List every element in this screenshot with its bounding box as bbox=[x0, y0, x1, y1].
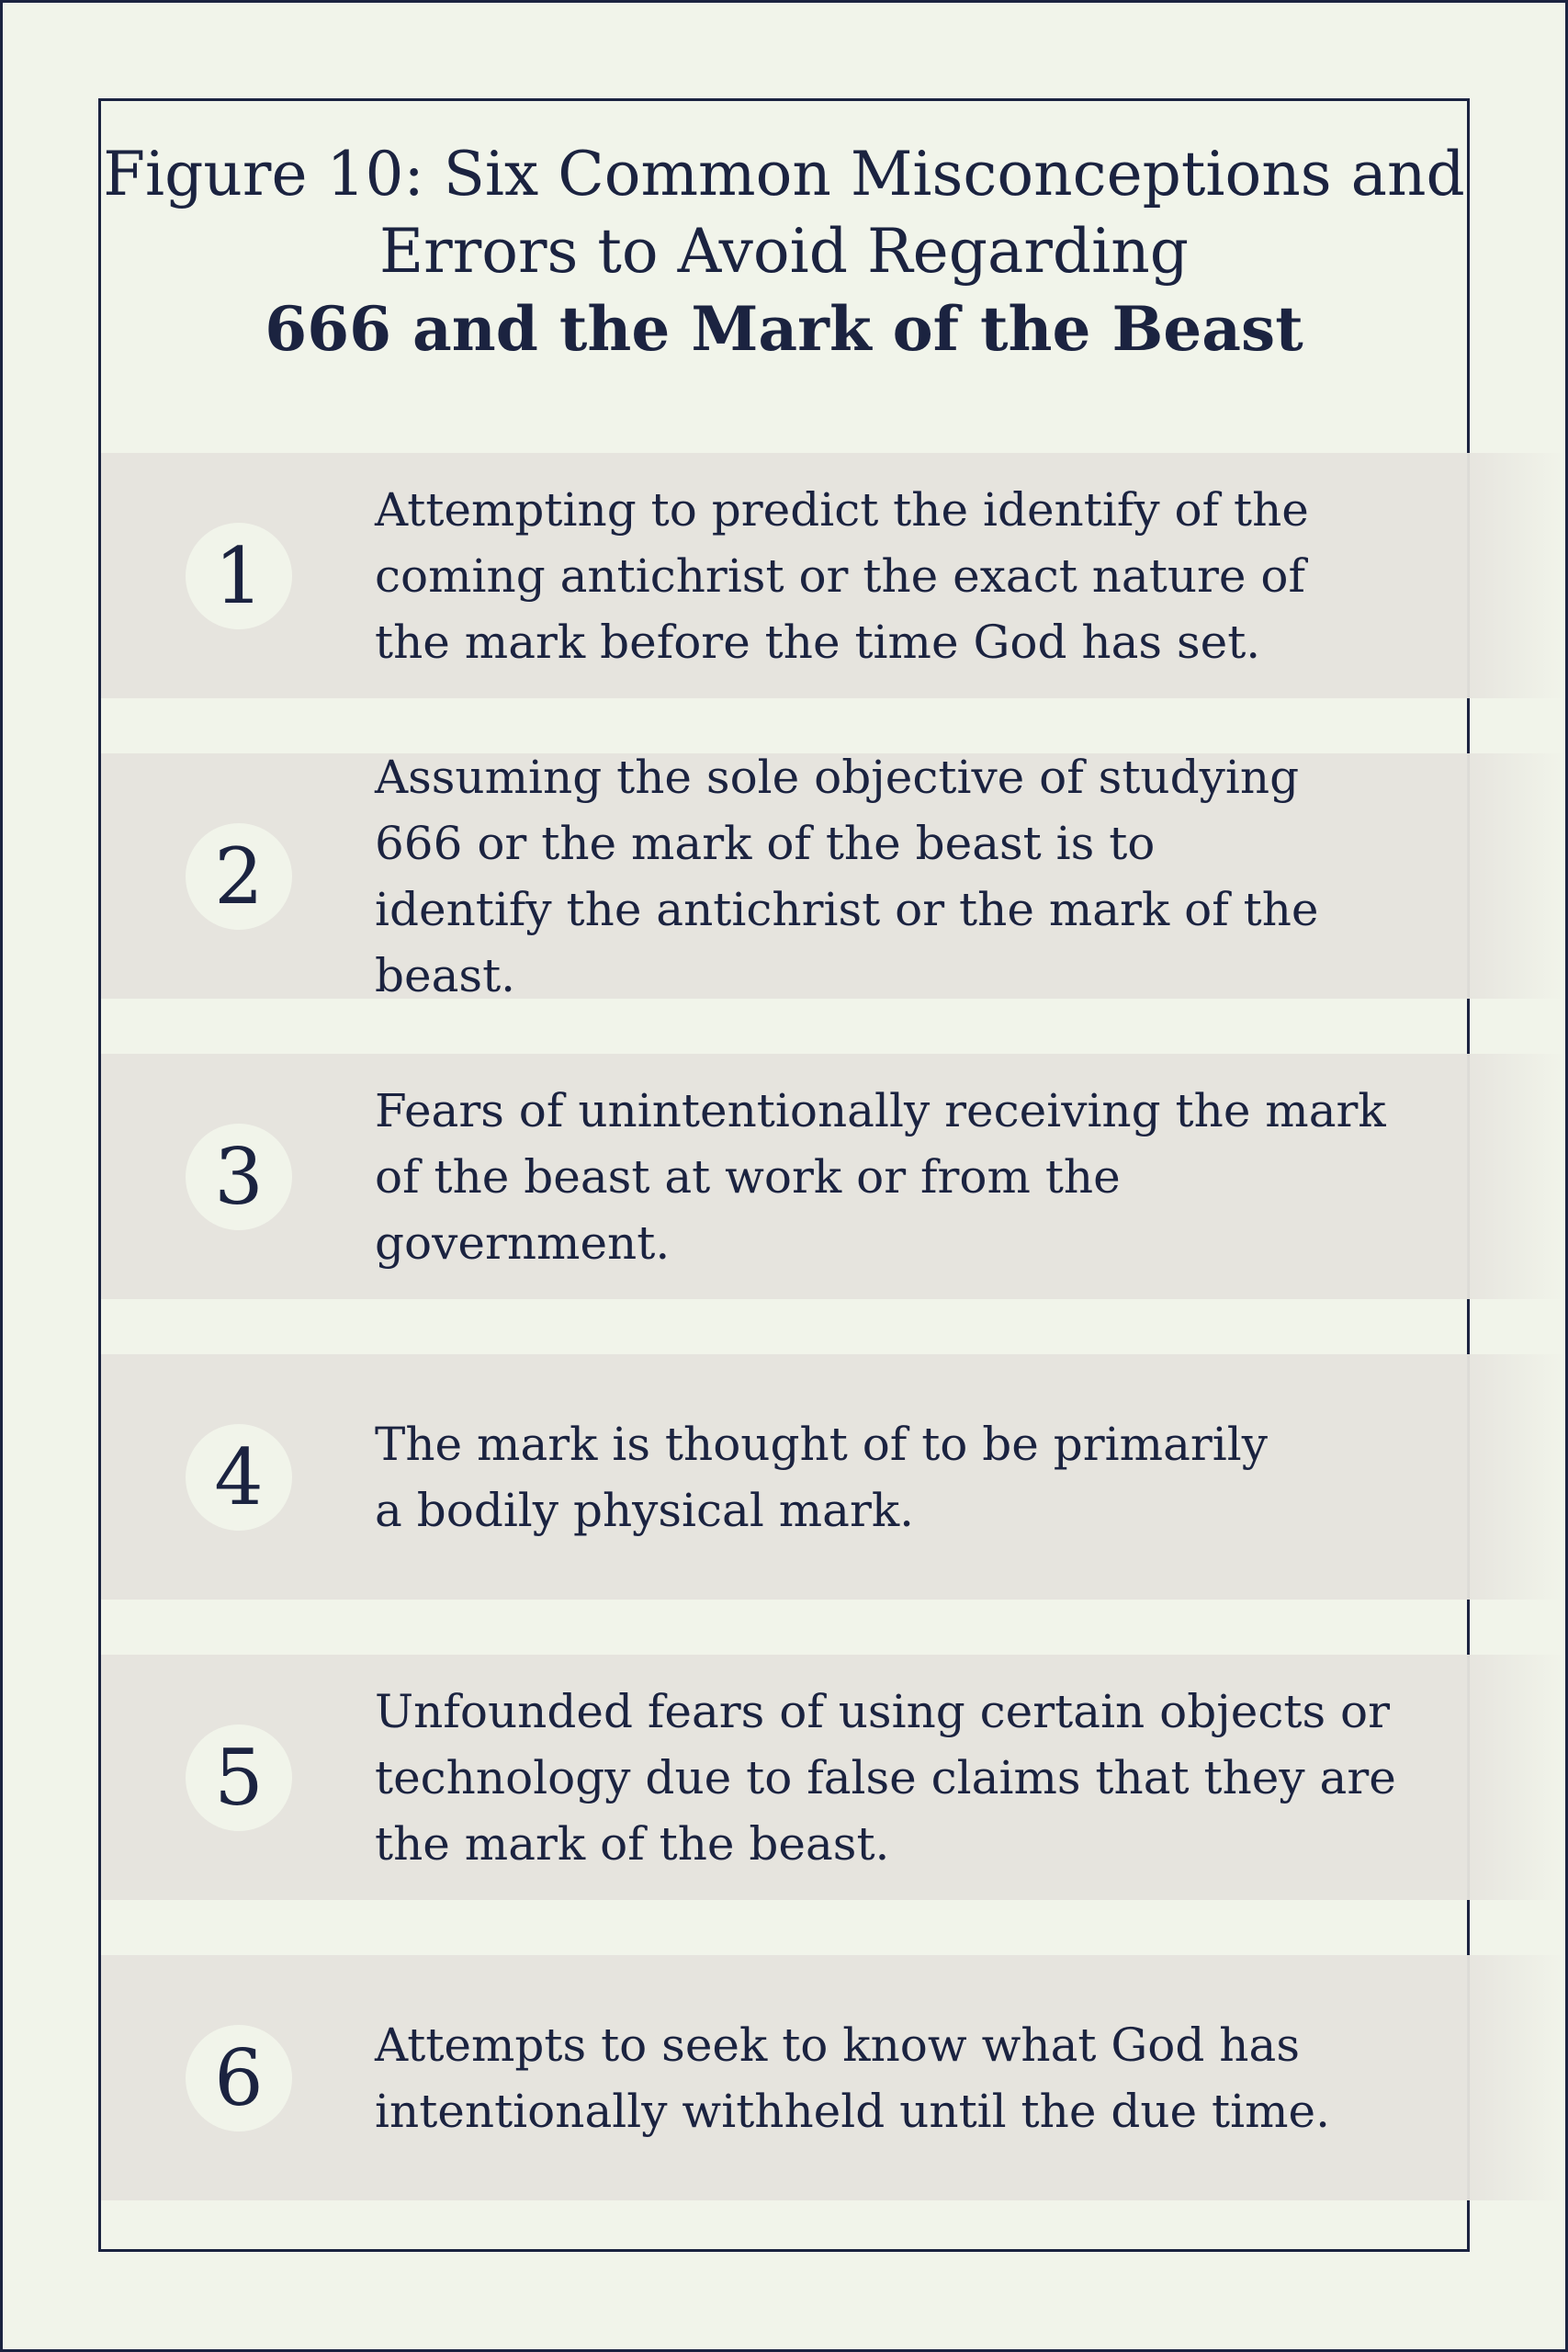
title-line-2: Errors to Avoid Regarding bbox=[378, 216, 1189, 287]
item-number: 6 bbox=[186, 2025, 292, 2132]
item-text bbox=[375, 1054, 1541, 1299]
item-text bbox=[375, 453, 1541, 698]
list-item bbox=[101, 750, 1566, 1002]
list-item bbox=[101, 1955, 1566, 2200]
item-text bbox=[375, 1354, 1541, 1600]
figure-title bbox=[101, 136, 1467, 368]
title-line-1: Figure 10: Six Common Misconceptions and bbox=[103, 139, 1465, 209]
item-text-content: Fears of unintentionally receiving the mark of the beast at work or from the government. bbox=[375, 1083, 1386, 1270]
item-text-content: Unfounded fears of using certain objects or technology due to false claims that they are the mark of the beast. bbox=[375, 1684, 1396, 1871]
item-text-content: Attempting to predict the identify of the coming antichrist or the exact nature of the mark before the time God has set. bbox=[375, 482, 1309, 669]
list-item bbox=[101, 1054, 1566, 1299]
item-text bbox=[375, 750, 1541, 1002]
title-line-3: 666 and the Mark of the Beast bbox=[265, 293, 1303, 365]
item-number: 2 bbox=[186, 823, 292, 930]
item-number: 5 bbox=[186, 1724, 292, 1831]
item-text bbox=[375, 1655, 1541, 1900]
item-text-content: Attempts to seek to know what God has intentionally withheld until the due time. bbox=[375, 2018, 1330, 2138]
item-number: 3 bbox=[186, 1124, 292, 1230]
item-number: 1 bbox=[186, 523, 292, 629]
item-number: 4 bbox=[186, 1424, 292, 1531]
item-text-content: The mark is thought of to be primarily a bodily physical mark. bbox=[375, 1417, 1269, 1537]
item-text bbox=[375, 1955, 1541, 2200]
list-item bbox=[101, 453, 1566, 698]
list-item bbox=[101, 1354, 1566, 1600]
list-item bbox=[101, 1655, 1566, 1900]
item-text-content: Assuming the sole objective of studying 666 or the mark of the beast is to identify the antichrist or the mark of the beast. bbox=[375, 750, 1319, 1002]
figure-frame bbox=[98, 98, 1470, 2252]
